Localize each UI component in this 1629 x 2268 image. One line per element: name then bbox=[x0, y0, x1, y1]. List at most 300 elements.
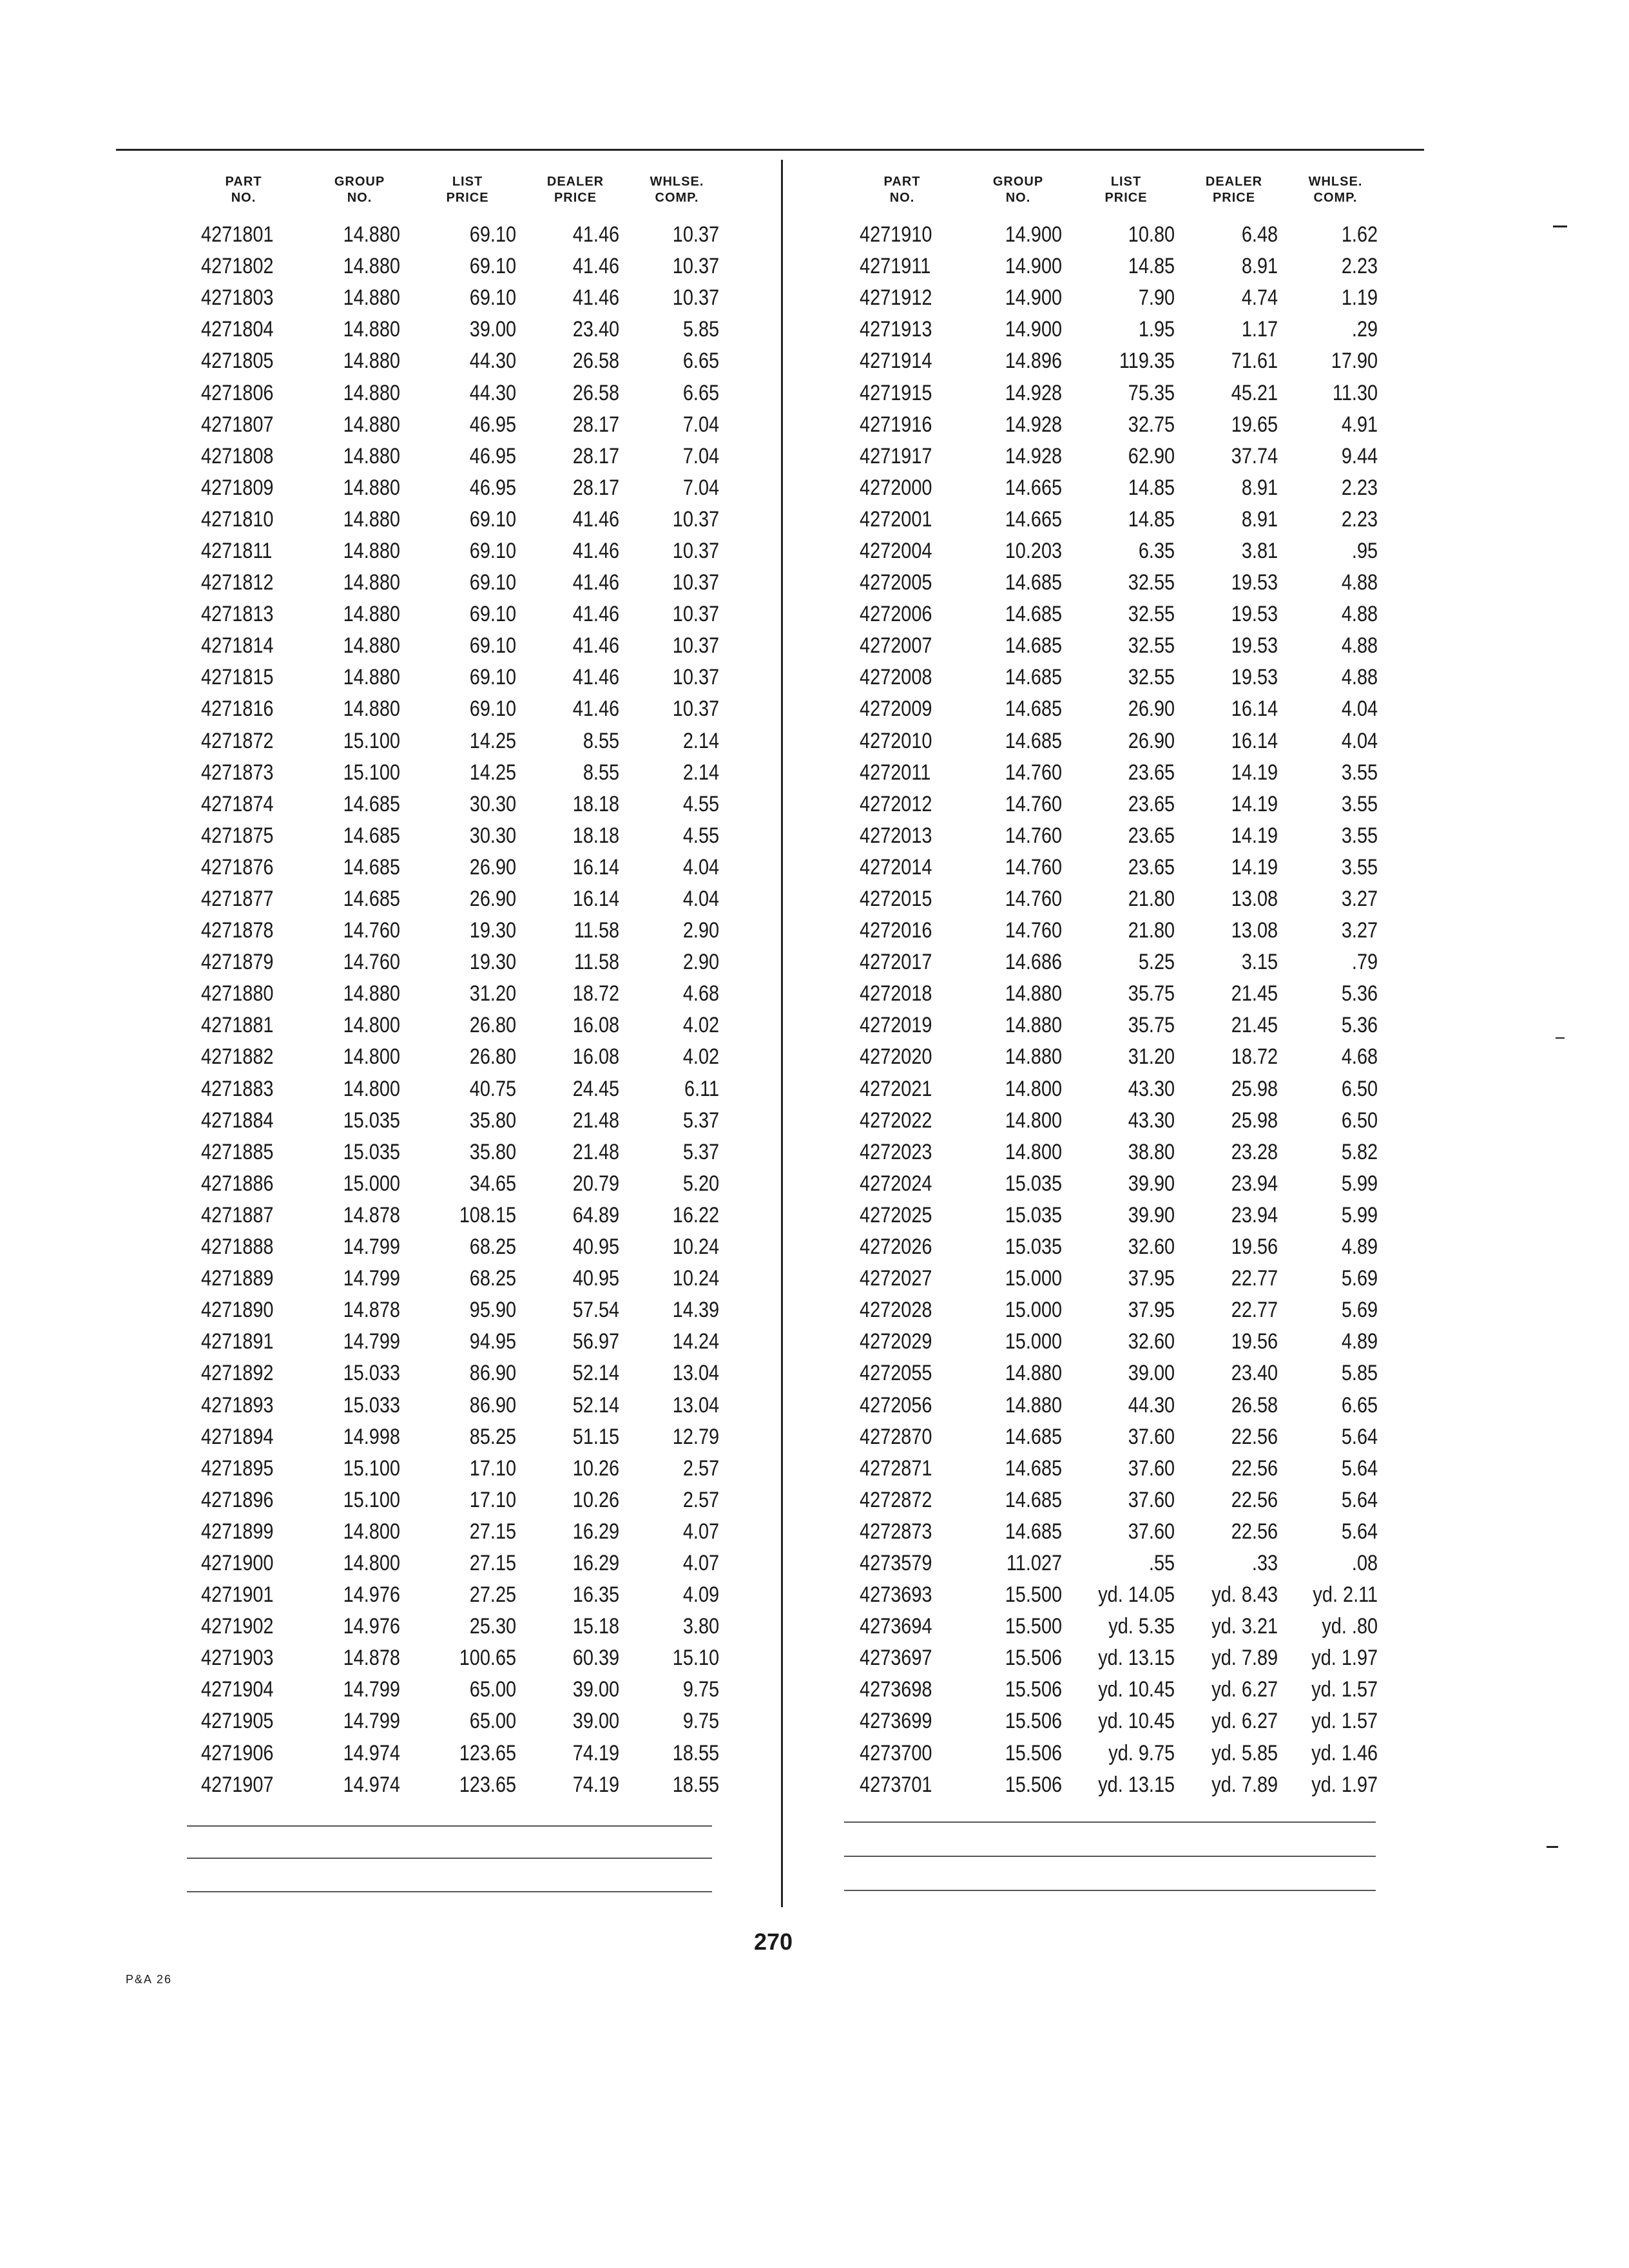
list-price-cell: 94.95 bbox=[469, 1329, 517, 1354]
list-price-cell: 30.30 bbox=[469, 823, 517, 848]
part-no-cell: 4271805 bbox=[201, 349, 274, 374]
list-price-cell: 31.20 bbox=[469, 981, 517, 1006]
dealer-price-cell: 57.54 bbox=[572, 1298, 620, 1323]
list-price-cell: yd. 10.45 bbox=[1098, 1709, 1175, 1734]
list-price-cell: 46.95 bbox=[469, 475, 517, 500]
table-row bbox=[838, 852, 1385, 883]
group-no-cell: 14.880 bbox=[343, 506, 400, 532]
table-row bbox=[838, 1548, 1385, 1579]
dealer-price-cell: 18.18 bbox=[572, 791, 620, 816]
list-price-cell: 17.10 bbox=[469, 1487, 517, 1512]
list-price-cell: 44.30 bbox=[469, 380, 517, 405]
list-price-cell: 26.90 bbox=[469, 887, 517, 912]
list-price-cell: yd. 13.15 bbox=[1098, 1772, 1175, 1797]
header-group-no: GROUP NO. bbox=[992, 175, 1044, 205]
group-no-cell: 15.035 bbox=[1005, 1202, 1063, 1227]
list-price-cell: 21.80 bbox=[1128, 918, 1175, 943]
list-price-cell: 85.25 bbox=[469, 1424, 517, 1449]
group-no-cell: 14.760 bbox=[343, 918, 400, 943]
part-no-cell: 4272004 bbox=[860, 538, 932, 563]
group-no-cell: 14.685 bbox=[343, 854, 400, 879]
part-no-cell: 4273579 bbox=[860, 1550, 932, 1575]
group-no-cell: 14.880 bbox=[343, 538, 400, 563]
group-no-cell: 14.880 bbox=[343, 222, 400, 247]
table-row bbox=[838, 1706, 1385, 1737]
whlse-comp-cell: 10.37 bbox=[672, 697, 720, 722]
part-no-cell: 4272000 bbox=[860, 475, 932, 500]
group-no-cell: 15.500 bbox=[1005, 1582, 1063, 1608]
group-no-cell: 14.880 bbox=[343, 570, 400, 595]
dealer-price-cell: 22.56 bbox=[1231, 1487, 1278, 1512]
group-no-cell: 14.685 bbox=[343, 823, 400, 848]
list-price-cell: 46.95 bbox=[469, 412, 517, 437]
group-no-cell: 14.800 bbox=[1005, 1139, 1063, 1164]
table-row bbox=[179, 1611, 727, 1642]
list-price-cell: 119.35 bbox=[1119, 349, 1175, 374]
dealer-price-cell: 21.45 bbox=[1231, 1013, 1278, 1038]
part-no-cell: 4271806 bbox=[201, 380, 274, 405]
group-no-cell: 14.685 bbox=[1005, 1424, 1063, 1449]
dealer-price-cell: 18.18 bbox=[572, 823, 620, 848]
group-no-cell: 14.880 bbox=[343, 665, 400, 690]
whlse-comp-cell: 4.04 bbox=[1341, 728, 1378, 753]
table-row bbox=[838, 1389, 1385, 1421]
part-no-cell: 4272027 bbox=[860, 1266, 932, 1291]
part-no-cell: 4271903 bbox=[201, 1646, 274, 1671]
table-row bbox=[179, 282, 727, 314]
list-price-cell: 7.90 bbox=[1138, 285, 1175, 311]
list-price-cell: yd. 10.45 bbox=[1098, 1677, 1175, 1702]
column-divider bbox=[781, 160, 783, 1907]
group-no-cell: 15.000 bbox=[343, 1171, 400, 1196]
group-no-cell: 14.880 bbox=[1005, 981, 1063, 1006]
dealer-price-cell: yd. 5.85 bbox=[1211, 1740, 1278, 1765]
table-row bbox=[179, 1263, 727, 1294]
table-row bbox=[179, 789, 727, 820]
list-price-cell: 37.60 bbox=[1128, 1487, 1175, 1512]
table-row bbox=[179, 1453, 727, 1485]
list-price-cell: 39.00 bbox=[469, 317, 517, 342]
table-row bbox=[179, 1516, 727, 1548]
group-no-cell: 14.800 bbox=[1005, 1108, 1063, 1133]
part-no-cell: 4273693 bbox=[860, 1582, 932, 1608]
dealer-price-cell: 19.56 bbox=[1231, 1235, 1278, 1260]
part-no-cell: 4271807 bbox=[201, 412, 274, 437]
list-price-cell: 26.90 bbox=[1128, 697, 1175, 722]
table-row bbox=[179, 472, 727, 504]
header-part-no: PART NO. bbox=[883, 175, 921, 205]
part-no-cell: 4271816 bbox=[201, 697, 274, 722]
dealer-price-cell: yd. 6.27 bbox=[1211, 1709, 1278, 1734]
group-no-cell: 14.880 bbox=[1005, 1392, 1063, 1418]
table-row bbox=[838, 883, 1385, 915]
table-row bbox=[179, 757, 727, 789]
part-no-cell: 4271808 bbox=[201, 443, 274, 468]
part-no-cell: 4271890 bbox=[201, 1298, 274, 1323]
whlse-comp-cell: 2.14 bbox=[682, 760, 720, 785]
whlse-comp-cell: 6.65 bbox=[1341, 1392, 1378, 1418]
list-price-cell: 123.65 bbox=[459, 1772, 517, 1797]
whlse-comp-cell: 3.27 bbox=[1341, 887, 1378, 912]
dealer-price-cell: 14.19 bbox=[1231, 823, 1278, 848]
table-row bbox=[838, 1231, 1385, 1263]
list-price-cell: 19.30 bbox=[469, 918, 517, 943]
group-no-cell: 14.928 bbox=[1005, 443, 1063, 468]
table-row bbox=[179, 1041, 727, 1073]
part-no-cell: 4271910 bbox=[860, 222, 932, 247]
part-no-cell: 4271882 bbox=[201, 1044, 274, 1070]
whlse-comp-cell: 7.04 bbox=[682, 412, 720, 437]
part-no-cell: 4272023 bbox=[860, 1139, 932, 1164]
list-price-cell: 10.80 bbox=[1128, 222, 1175, 247]
table-row bbox=[838, 1137, 1385, 1168]
group-no-cell: 14.880 bbox=[1005, 1361, 1063, 1386]
table-row bbox=[838, 1738, 1385, 1769]
list-price-cell: 38.80 bbox=[1128, 1139, 1175, 1164]
group-no-cell: 14.685 bbox=[343, 887, 400, 912]
dealer-price-cell: 15.18 bbox=[572, 1614, 620, 1639]
group-no-cell: 14.928 bbox=[1005, 412, 1063, 437]
list-price-cell: 26.90 bbox=[1128, 728, 1175, 753]
list-price-cell: 31.20 bbox=[1128, 1044, 1175, 1070]
table-row bbox=[179, 1738, 727, 1769]
part-no-cell: 4271873 bbox=[201, 760, 274, 785]
dealer-price-cell: 39.00 bbox=[572, 1677, 620, 1702]
table-row bbox=[179, 377, 727, 408]
part-no-cell: 4271815 bbox=[201, 665, 274, 690]
dealer-price-cell: yd. 7.89 bbox=[1211, 1772, 1278, 1797]
group-no-cell: 15.000 bbox=[1005, 1266, 1063, 1291]
dealer-price-cell: 16.29 bbox=[572, 1519, 620, 1544]
whlse-comp-cell: 4.04 bbox=[682, 854, 720, 879]
whlse-comp-cell: 3.80 bbox=[682, 1614, 720, 1639]
group-no-cell: 14.686 bbox=[1005, 950, 1063, 975]
dealer-price-cell: 51.15 bbox=[572, 1424, 620, 1449]
table-row bbox=[838, 915, 1385, 947]
list-price-cell: 35.80 bbox=[469, 1108, 517, 1133]
table-row bbox=[179, 1358, 727, 1389]
table-row bbox=[838, 726, 1385, 757]
part-no-cell: 4273699 bbox=[860, 1709, 932, 1734]
group-no-cell: 14.976 bbox=[343, 1582, 400, 1608]
group-no-cell: 15.035 bbox=[1005, 1235, 1063, 1260]
whlse-comp-cell: .95 bbox=[1351, 538, 1378, 563]
part-no-cell: 4272007 bbox=[860, 633, 932, 658]
group-no-cell: 14.800 bbox=[1005, 1076, 1063, 1101]
part-no-cell: 4271804 bbox=[201, 317, 274, 342]
group-no-cell: 15.000 bbox=[1005, 1298, 1063, 1323]
table-row bbox=[838, 1358, 1385, 1389]
part-no-cell: 4271810 bbox=[201, 506, 274, 532]
dealer-price-cell: 41.46 bbox=[572, 538, 620, 563]
whlse-comp-cell: 18.55 bbox=[672, 1772, 720, 1797]
dealer-price-cell: 16.14 bbox=[1231, 697, 1278, 722]
list-price-cell: 32.75 bbox=[1128, 412, 1175, 437]
part-no-cell: 4272012 bbox=[860, 791, 932, 816]
table-row bbox=[179, 852, 727, 883]
dealer-price-cell: 25.98 bbox=[1231, 1076, 1278, 1101]
table-row bbox=[179, 1548, 727, 1579]
header-dealer-price: DEALER PRICE bbox=[1205, 175, 1263, 205]
part-no-cell: 4271875 bbox=[201, 823, 274, 848]
dealer-price-cell: 28.17 bbox=[572, 412, 620, 437]
list-price-cell: 27.25 bbox=[469, 1582, 517, 1608]
whlse-comp-cell: 2.23 bbox=[1341, 254, 1378, 279]
whlse-comp-cell: 10.37 bbox=[672, 665, 720, 690]
group-no-cell: 14.760 bbox=[343, 950, 400, 975]
list-price-cell: 37.95 bbox=[1128, 1266, 1175, 1291]
part-no-cell: 4272019 bbox=[860, 1013, 932, 1038]
part-no-cell: 4271914 bbox=[860, 349, 932, 374]
dealer-price-cell: 56.97 bbox=[572, 1329, 620, 1354]
part-no-cell: 4271907 bbox=[201, 1772, 274, 1797]
list-price-cell: 44.30 bbox=[1128, 1392, 1175, 1418]
table-row bbox=[179, 599, 727, 630]
group-no-cell: 14.760 bbox=[1005, 918, 1063, 943]
group-no-cell: 14.880 bbox=[343, 602, 400, 627]
table-row bbox=[838, 599, 1385, 630]
dealer-price-cell: 19.53 bbox=[1231, 570, 1278, 595]
part-no-cell: 4271881 bbox=[201, 1013, 274, 1038]
group-no-cell: 14.880 bbox=[343, 412, 400, 437]
dealer-price-cell: 22.77 bbox=[1231, 1298, 1278, 1323]
whlse-comp-cell: 7.04 bbox=[682, 443, 720, 468]
list-price-cell: 86.90 bbox=[469, 1392, 517, 1418]
list-price-cell: 17.10 bbox=[469, 1456, 517, 1481]
dealer-price-cell: 52.14 bbox=[572, 1392, 620, 1418]
group-no-cell: 14.880 bbox=[1005, 1013, 1063, 1038]
whlse-comp-cell: 4.04 bbox=[1341, 697, 1378, 722]
table-row bbox=[179, 1073, 727, 1105]
group-no-cell: 14.880 bbox=[343, 380, 400, 405]
whlse-comp-cell: 11.30 bbox=[1332, 380, 1378, 405]
header-dealer-price: DEALER PRICE bbox=[546, 175, 604, 205]
whlse-comp-cell: 4.02 bbox=[682, 1044, 720, 1070]
group-no-cell: 14.799 bbox=[343, 1235, 400, 1260]
list-price-cell: 32.55 bbox=[1128, 665, 1175, 690]
table-row bbox=[179, 1485, 727, 1516]
group-no-cell: 14.880 bbox=[343, 285, 400, 311]
list-price-cell: 5.25 bbox=[1138, 950, 1175, 975]
whlse-comp-cell: 13.04 bbox=[672, 1361, 720, 1386]
list-price-cell: 43.30 bbox=[1128, 1076, 1175, 1101]
dealer-price-cell: 13.08 bbox=[1231, 918, 1278, 943]
table-row bbox=[838, 693, 1385, 725]
table-row bbox=[838, 441, 1385, 472]
whlse-comp-cell: 6.65 bbox=[682, 380, 720, 405]
table-row bbox=[838, 1294, 1385, 1326]
whlse-comp-cell: 6.50 bbox=[1341, 1108, 1378, 1133]
group-no-cell: 14.900 bbox=[1005, 222, 1063, 247]
table-row bbox=[179, 251, 727, 282]
dealer-price-cell: 19.56 bbox=[1231, 1329, 1278, 1354]
table-row bbox=[838, 219, 1385, 251]
group-no-cell: 14.896 bbox=[1005, 349, 1063, 374]
table-row bbox=[179, 726, 727, 757]
whlse-comp-cell: 4.07 bbox=[682, 1519, 720, 1544]
part-no-cell: 4272006 bbox=[860, 602, 932, 627]
part-no-cell: 4271887 bbox=[201, 1202, 274, 1227]
whlse-comp-cell: 9.44 bbox=[1341, 443, 1378, 468]
part-no-cell: 4273698 bbox=[860, 1677, 932, 1702]
dealer-price-cell: 16.14 bbox=[1231, 728, 1278, 753]
dealer-price-cell: 21.45 bbox=[1231, 981, 1278, 1006]
list-price-cell: .55 bbox=[1148, 1550, 1175, 1575]
group-no-cell: 15.500 bbox=[1005, 1614, 1063, 1639]
part-no-cell: 4272020 bbox=[860, 1044, 932, 1070]
whlse-comp-cell: 5.64 bbox=[1341, 1456, 1378, 1481]
dealer-price-cell: 64.89 bbox=[572, 1202, 620, 1227]
list-price-cell: 27.15 bbox=[469, 1519, 517, 1544]
whlse-comp-cell: yd. 1.57 bbox=[1311, 1677, 1378, 1702]
table-row bbox=[838, 1073, 1385, 1105]
group-no-cell: 14.880 bbox=[343, 475, 400, 500]
list-price-cell: 19.30 bbox=[469, 950, 517, 975]
table-row bbox=[179, 1200, 727, 1231]
list-price-cell: 100.65 bbox=[459, 1646, 517, 1671]
table-row bbox=[179, 567, 727, 599]
part-no-cell: 4271899 bbox=[201, 1519, 274, 1544]
part-no-cell: 4271814 bbox=[201, 633, 274, 658]
table-row bbox=[838, 1168, 1385, 1200]
part-no-cell: 4272021 bbox=[860, 1076, 932, 1101]
whlse-comp-cell: 3.55 bbox=[1341, 854, 1378, 879]
whlse-comp-cell: 5.82 bbox=[1341, 1139, 1378, 1164]
dealer-price-cell: 3.81 bbox=[1241, 538, 1278, 563]
whlse-comp-cell: 5.64 bbox=[1341, 1487, 1378, 1512]
table-row bbox=[179, 1168, 727, 1200]
part-no-cell: 4271874 bbox=[201, 791, 274, 816]
table-row bbox=[838, 662, 1385, 693]
whlse-comp-cell: 4.09 bbox=[682, 1582, 720, 1608]
whlse-comp-cell: 5.64 bbox=[1341, 1424, 1378, 1449]
part-no-cell: 4271893 bbox=[201, 1392, 274, 1418]
list-price-cell: 26.90 bbox=[469, 854, 517, 879]
list-price-cell: 14.85 bbox=[1128, 506, 1175, 532]
dealer-price-cell: 26.58 bbox=[1231, 1392, 1278, 1418]
list-price-cell: 95.90 bbox=[469, 1298, 517, 1323]
dealer-price-cell: yd. 6.27 bbox=[1211, 1677, 1278, 1702]
table-row bbox=[838, 1485, 1385, 1516]
dealer-price-cell: 41.46 bbox=[572, 665, 620, 690]
whlse-comp-cell: 5.85 bbox=[1341, 1361, 1378, 1386]
dealer-price-cell: 18.72 bbox=[572, 981, 620, 1006]
margin-mark bbox=[1556, 1037, 1565, 1039]
whlse-comp-cell: 4.04 bbox=[682, 887, 720, 912]
whlse-comp-cell: 7.04 bbox=[682, 475, 720, 500]
whlse-comp-cell: 4.91 bbox=[1341, 412, 1378, 437]
table-row bbox=[838, 282, 1385, 314]
dealer-price-cell: 40.95 bbox=[572, 1266, 620, 1291]
whlse-comp-cell: 2.14 bbox=[682, 728, 720, 753]
table-row bbox=[179, 314, 727, 345]
group-no-cell: 14.880 bbox=[343, 254, 400, 279]
table-row bbox=[838, 1200, 1385, 1231]
dealer-price-cell: .33 bbox=[1251, 1550, 1278, 1575]
part-no-cell: 4271900 bbox=[201, 1550, 274, 1575]
group-no-cell: 14.800 bbox=[343, 1519, 400, 1544]
list-price-cell: 43.30 bbox=[1128, 1108, 1175, 1133]
table-row bbox=[179, 1642, 727, 1674]
table-row bbox=[838, 1579, 1385, 1611]
list-price-cell: 23.65 bbox=[1128, 760, 1175, 785]
list-price-cell: 32.55 bbox=[1128, 570, 1175, 595]
part-no-cell: 4271901 bbox=[201, 1582, 274, 1608]
dealer-price-cell: 41.46 bbox=[572, 285, 620, 311]
dealer-price-cell: 8.55 bbox=[583, 760, 620, 785]
part-no-cell: 4272056 bbox=[860, 1392, 932, 1418]
table-row bbox=[838, 1453, 1385, 1485]
list-price-cell: 37.60 bbox=[1128, 1424, 1175, 1449]
part-no-cell: 4271905 bbox=[201, 1709, 274, 1734]
dealer-price-cell: 23.40 bbox=[1231, 1361, 1278, 1386]
whlse-comp-cell: 5.85 bbox=[682, 317, 720, 342]
part-no-cell: 4272025 bbox=[860, 1202, 932, 1227]
header-whlse-comp: WHLSE. COMP. bbox=[1308, 175, 1363, 205]
blank-entry-line bbox=[844, 1821, 1376, 1823]
table-row bbox=[179, 1769, 727, 1801]
list-price-cell: 37.60 bbox=[1128, 1519, 1175, 1544]
dealer-price-cell: 16.14 bbox=[572, 854, 620, 879]
table-row bbox=[179, 1389, 727, 1421]
whlse-comp-cell: 10.37 bbox=[672, 254, 720, 279]
group-no-cell: 14.685 bbox=[1005, 570, 1063, 595]
table-row bbox=[838, 757, 1385, 789]
group-no-cell: 15.035 bbox=[343, 1139, 400, 1164]
top-rule bbox=[116, 149, 1424, 151]
list-price-cell: 39.00 bbox=[1128, 1361, 1175, 1386]
dealer-price-cell: 10.26 bbox=[572, 1487, 620, 1512]
group-no-cell: 14.998 bbox=[343, 1424, 400, 1449]
group-no-cell: 15.506 bbox=[1005, 1740, 1063, 1765]
list-price-cell: yd. 9.75 bbox=[1108, 1740, 1175, 1765]
whlse-comp-cell: 2.90 bbox=[682, 950, 720, 975]
whlse-comp-cell: 6.50 bbox=[1341, 1076, 1378, 1101]
right-table-rows bbox=[838, 219, 1385, 1801]
part-no-cell: 4273694 bbox=[860, 1614, 932, 1639]
table-row bbox=[838, 567, 1385, 599]
table-row bbox=[179, 662, 727, 693]
whlse-comp-cell: 17.90 bbox=[1331, 349, 1378, 374]
list-price-cell: 69.10 bbox=[469, 602, 517, 627]
table-row bbox=[179, 441, 727, 472]
list-price-cell: 69.10 bbox=[469, 665, 517, 690]
whlse-comp-cell: 14.39 bbox=[672, 1298, 720, 1323]
part-no-cell: 4271883 bbox=[201, 1076, 274, 1101]
table-row bbox=[179, 693, 727, 725]
dealer-price-cell: 23.40 bbox=[572, 317, 620, 342]
whlse-comp-cell: 10.37 bbox=[672, 506, 720, 532]
list-price-cell: 69.10 bbox=[469, 506, 517, 532]
table-row bbox=[179, 1706, 727, 1737]
dealer-price-cell: yd. 7.89 bbox=[1211, 1646, 1278, 1671]
whlse-comp-cell: 4.89 bbox=[1341, 1329, 1378, 1354]
group-no-cell: 15.000 bbox=[1005, 1329, 1063, 1354]
part-no-cell: 4271879 bbox=[201, 950, 274, 975]
whlse-comp-cell: 10.24 bbox=[672, 1235, 720, 1260]
part-no-cell: 4271889 bbox=[201, 1266, 274, 1291]
group-no-cell: 14.900 bbox=[1005, 285, 1063, 311]
part-no-cell: 4272015 bbox=[860, 887, 932, 912]
dealer-price-cell: 41.46 bbox=[572, 570, 620, 595]
list-price-cell: 26.80 bbox=[469, 1013, 517, 1038]
list-price-cell: 32.55 bbox=[1128, 633, 1175, 658]
dealer-price-cell: 20.79 bbox=[572, 1171, 620, 1196]
group-no-cell: 14.760 bbox=[1005, 760, 1063, 785]
whlse-comp-cell: 2.57 bbox=[682, 1456, 720, 1481]
group-no-cell: 14.685 bbox=[1005, 728, 1063, 753]
whlse-comp-cell: 1.62 bbox=[1341, 222, 1378, 247]
